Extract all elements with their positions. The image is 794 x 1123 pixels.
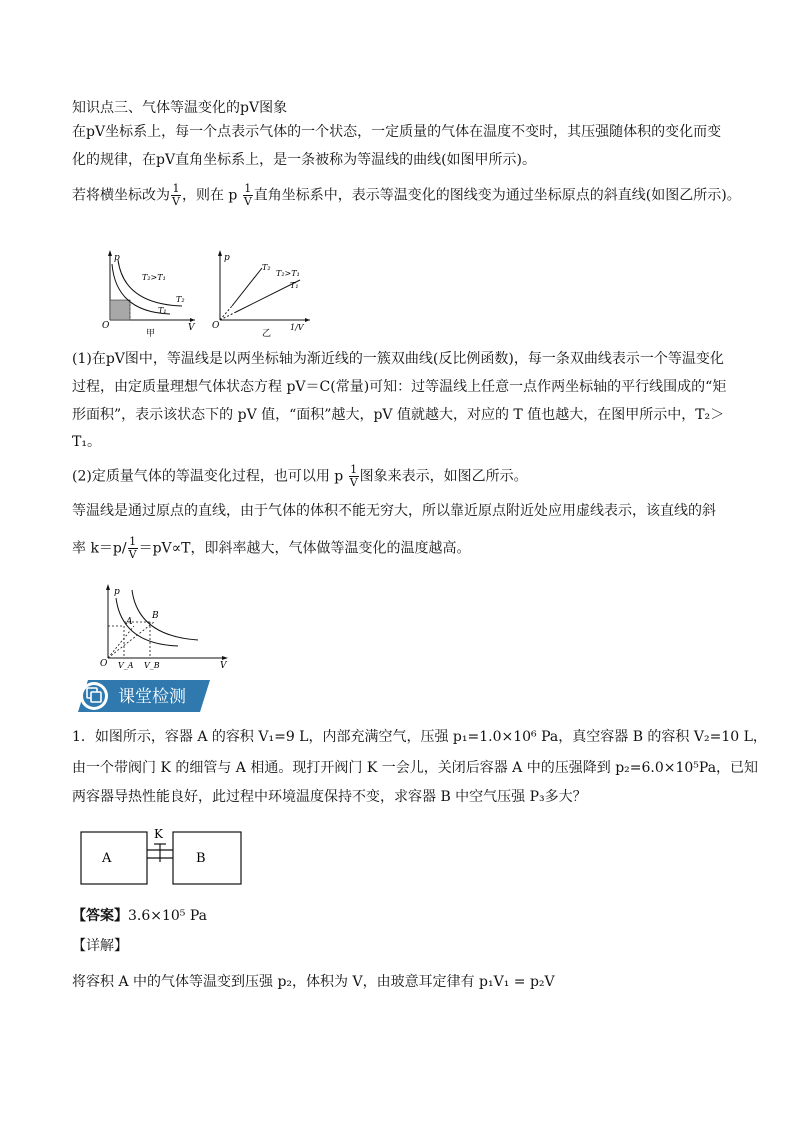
paragraph-line: 在pV坐标系上，每一个点表示气体的一个状态，一定质量的气体在温度不变时，其压强随体积的变化而变 [72,124,722,140]
question-line: 由一个带阀门 K 的细管与 A 相通。现打开阀门 K 一会儿，关闭后容器 A 中的压强降到 p₂=6.0×10⁵Pa，已知 [72,760,759,776]
axis-label-inverse-v: 1/V [290,323,304,332]
figure-containers-svg [80,826,244,886]
fraction-denominator: V [243,195,252,208]
figure-caption-jia: 甲 [146,329,156,338]
text-fragment: ＝pV∝T，即斜率越大，气体做等温变化的温度越高。 [138,540,471,557]
figure-isotherm-svg [100,246,320,338]
origin-label: O [212,321,220,331]
fraction-denominator: V [128,548,137,561]
container-label-a: A [102,851,112,866]
fraction-denominator: V [172,195,180,208]
area-rectangle [110,300,130,320]
fraction-one-over-v [171,183,181,208]
fraction-numerator: 1 [129,535,137,548]
detail-text: 将容积 A 中的气体等温变到压强 p₂，体积为 V，由玻意耳定律有 p₁V₁ = p₂V [72,974,555,990]
container-a [81,832,147,884]
fraction-numerator: 1 [350,463,358,476]
paragraph-line: T₁。 [72,434,101,450]
figure-ab-svg [98,582,232,672]
fraction-one-over-v [349,464,359,489]
text-fragment: 图象来表示，如图乙所示。 [359,468,528,485]
figure-containers [80,826,244,886]
curve-label-t2: T₂ [176,295,185,304]
isotherm-curve-upper [132,590,198,640]
axis-label-p: p [114,587,120,597]
text-fragment: 若将横坐标改为 [72,187,170,204]
axis-label-p: p [224,253,230,263]
paragraph-line: 化的规律，在pV直角坐标系上，是一条被称为等温线的曲线(如图甲所示)。 [72,152,536,168]
curve-label-t1: T₁ [158,306,167,315]
isotherm-line-t2 [232,268,262,306]
point-label-b: B [152,611,159,621]
axis-label-v: V [220,661,227,671]
fraction-one-over-v [128,536,138,561]
temperature-relation-label: T₂>T₁ [276,269,300,278]
paragraph-line: 形面积”，表示该状态下的 pV 值，“面积”越大，pV 值就越大，对应的 T 值也越大，在图甲所示中，T₂＞ [72,407,725,423]
figure-isotherm-graphs [100,246,320,338]
valve-label-k: K [154,827,163,841]
text-fragment: ，则在 p [181,187,242,204]
fraction-numerator: 1 [172,182,180,195]
text-fragment: 率 k＝p/ [72,540,127,557]
container-b [173,832,241,884]
tick-label-vb: V_B [144,661,160,670]
text-fragment: 直角坐标系中，表示等温变化的图线变为通过坐标原点的斜直线(如图乙所示)。 [253,187,741,204]
fraction-numerator: 1 [244,182,252,195]
figure-ab-isotherms [98,582,232,672]
paragraph-line: 过程，由定质量理想气体状态方程 pV＝C(常量)可知：过等温线上任意一点作两坐标轴的平行线围成的“矩 [72,379,727,395]
badge-label: 课堂检测 [118,687,186,707]
detail-tag: 【详解】 [72,938,128,954]
origin-label: O [100,659,108,669]
line-label-t1: T₁ [290,281,299,290]
fraction-one-over-v [243,183,253,208]
temperature-relation-label: T₂>T₁ [142,273,166,282]
fraction-denominator: V [349,476,358,489]
paragraph-line [72,183,741,208]
text-fragment: (2)定质量气体的等温变化过程，也可以用 p [72,468,348,485]
badge-background [78,680,210,712]
figure-caption-yi: 乙 [262,329,272,338]
paragraph-line: (1)在pV图中，等温线是以两坐标轴为渐近线的一簇双曲线(反比例函数)，每一条双曲线表示一个等温变化 [72,351,724,367]
point-label-a: A [126,617,133,627]
classroom-test-badge [78,680,210,712]
answer-value: 3.6×10⁵ Pa [128,908,208,924]
origin-label: O [102,321,110,331]
paragraph-line [72,464,528,489]
answer-tag: 【答案】 [72,908,128,924]
paragraph-line [72,536,470,561]
container-label-b: B [196,851,206,866]
axis-label-p: p [114,253,120,263]
question-line: 1．如图所示，容器 A 的容积 V₁=9 L，内部充满空气，压强 p₁=1.0×10⁶ Pa，真空容器 B 的容积 V₂=10 L， [72,729,767,745]
line-label-t2: T₂ [262,263,271,272]
paragraph-line: 等温线是通过原点的直线，由于气体的体积不能无穷大，所以靠近原点附近处应用虚线表示，该直线的斜 [72,503,716,519]
axis-label-v: V [188,323,195,333]
question-line: 两容器导热性能良好，此过程中环境温度保持不变，求容器 B 中空气压强 P₃多大？ [72,789,587,805]
answer-line [72,906,207,926]
tick-label-va: V_A [118,661,134,670]
section-title: 知识点三、气体等温变化的pV图象 [72,100,288,116]
